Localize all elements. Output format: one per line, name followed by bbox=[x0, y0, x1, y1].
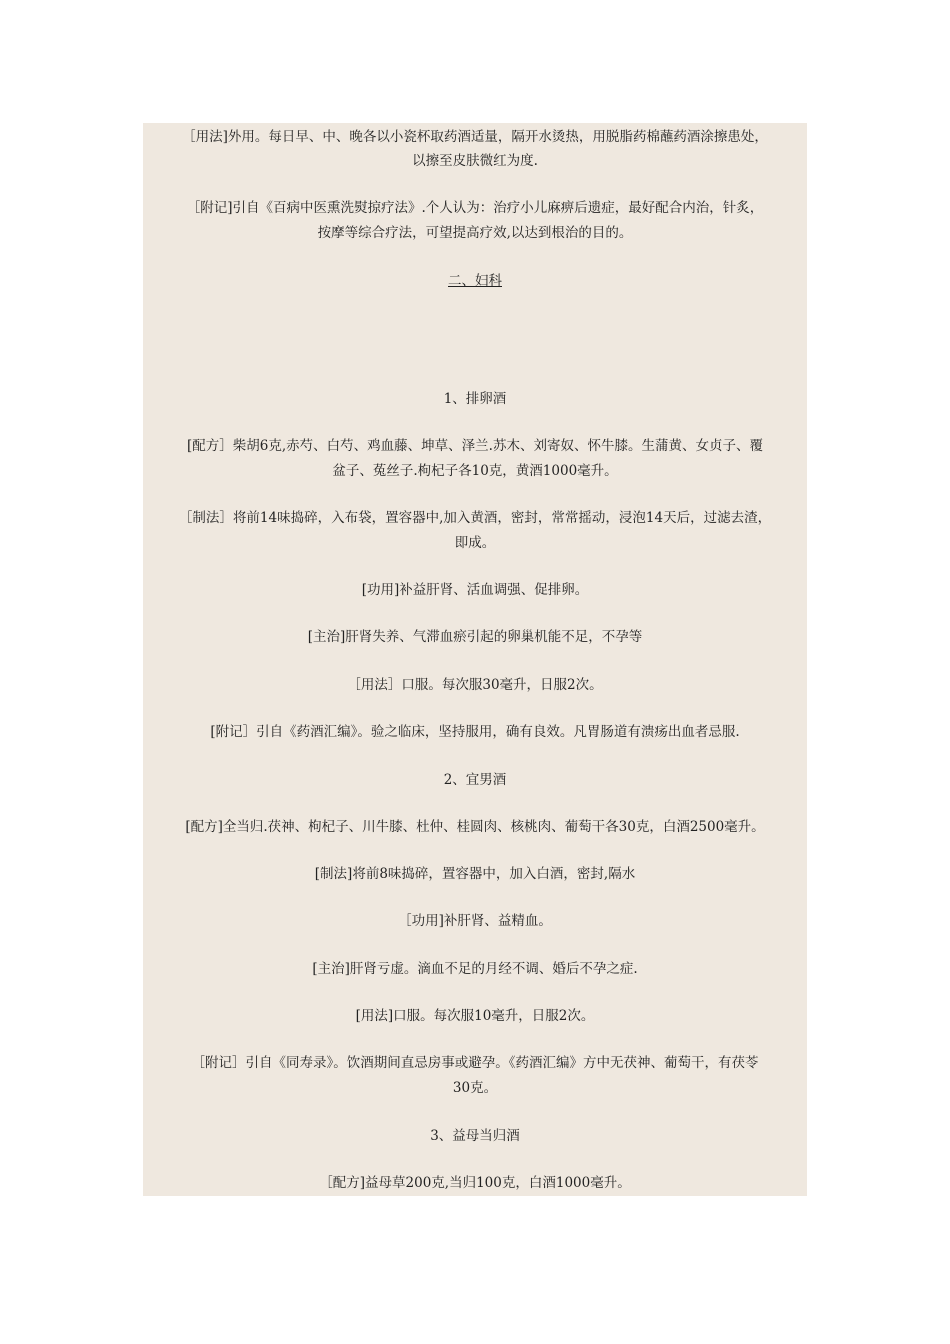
recipe-title-3: 3、益母当归酒 bbox=[430, 1128, 520, 1144]
recipe-1-formula-line-2: 盆子、菟丝子.枸杞子各10克，黄酒1000毫升。 bbox=[332, 463, 618, 479]
document-page bbox=[143, 123, 807, 1196]
recipe-2-usage: [用法]口服。每次服10毫升，日服2次。 bbox=[355, 1008, 595, 1024]
recipe-1-indication: [主治]肝肾失养、气滞血瘀引起的卵巢机能不足，不孕等 bbox=[307, 629, 643, 645]
recipe-1-usage: ［用法］口服。每次服30毫升，日服2次。 bbox=[347, 677, 603, 693]
recipe-title-1: 1、排卵酒 bbox=[443, 391, 507, 407]
recipe-2-indication: [主治]肝肾亏虚。滴血不足的月经不调、婚后不孕之症. bbox=[312, 961, 638, 977]
recipe-2-method: [制法]将前8味捣碎，置容器中，加入白酒，密封,隔水 bbox=[314, 866, 636, 882]
recipe-title-2: 2、宜男酒 bbox=[443, 772, 507, 788]
recipe-1-function: [功用]补益肝肾、活血调强、促排卵。 bbox=[361, 582, 589, 598]
recipe-2-note-line-1: ［附记］引自《同寿录》。饮酒期间直忌房事或避孕。《药酒汇编》方中无茯神、葡萄干，有茯苓 bbox=[191, 1055, 759, 1071]
recipe-1-note: [附记］引自《药酒汇编》。验之临床，坚持服用，确有良效。凡胃肠道有溃疡出血者忌服. bbox=[210, 724, 740, 740]
recipe-2-note-line-2: 30克。 bbox=[452, 1080, 498, 1096]
recipe-2-function: ［功用]补肝肾、益精血。 bbox=[398, 913, 552, 929]
section-heading-gynecology: 二、妇科 bbox=[448, 273, 502, 289]
recipe-1-formula-line-1: [配方］柴胡6克,赤芍、白芍、鸡血藤、坤草、泽兰.苏木、刘寄奴、怀牛膝。生蒲黄、女贞子、覆 bbox=[187, 438, 763, 454]
usage-line-2: 以擦至皮肤微红为度. bbox=[412, 153, 538, 169]
note-line-2: 按摩等综合疗法，可望提高疗效,以达到根治的目的。 bbox=[317, 225, 633, 241]
recipe-1-method-line-1: ［制法］将前14味捣碎，入布袋，置容器中,加入黄酒，密封，常常摇动，浸泡14天后，过滤去渣， bbox=[178, 510, 772, 526]
recipe-3-formula: ［配方]益母草200克,当归100克，白酒1000毫升。 bbox=[319, 1175, 631, 1191]
recipe-1-method-line-2: 即成。 bbox=[454, 535, 496, 551]
recipe-2-formula: [配方]全当归.茯神、枸杞子、川牛膝、杜仲、桂圆肉、核桃肉、葡萄干各30克，白酒2500毫升。 bbox=[185, 819, 765, 835]
usage-line-1: ［用法]外用。每日早、中、晚各以小瓷杯取药酒适量，隔开水烫热，用脱脂药棉蘸药酒涂擦患处， bbox=[182, 129, 768, 145]
note-line-1: ［附记]引自《百病中医熏洗熨掠疗法》.个人认为：治疗小儿麻痹后遗症，最好配合内治，针炙， bbox=[186, 200, 764, 216]
